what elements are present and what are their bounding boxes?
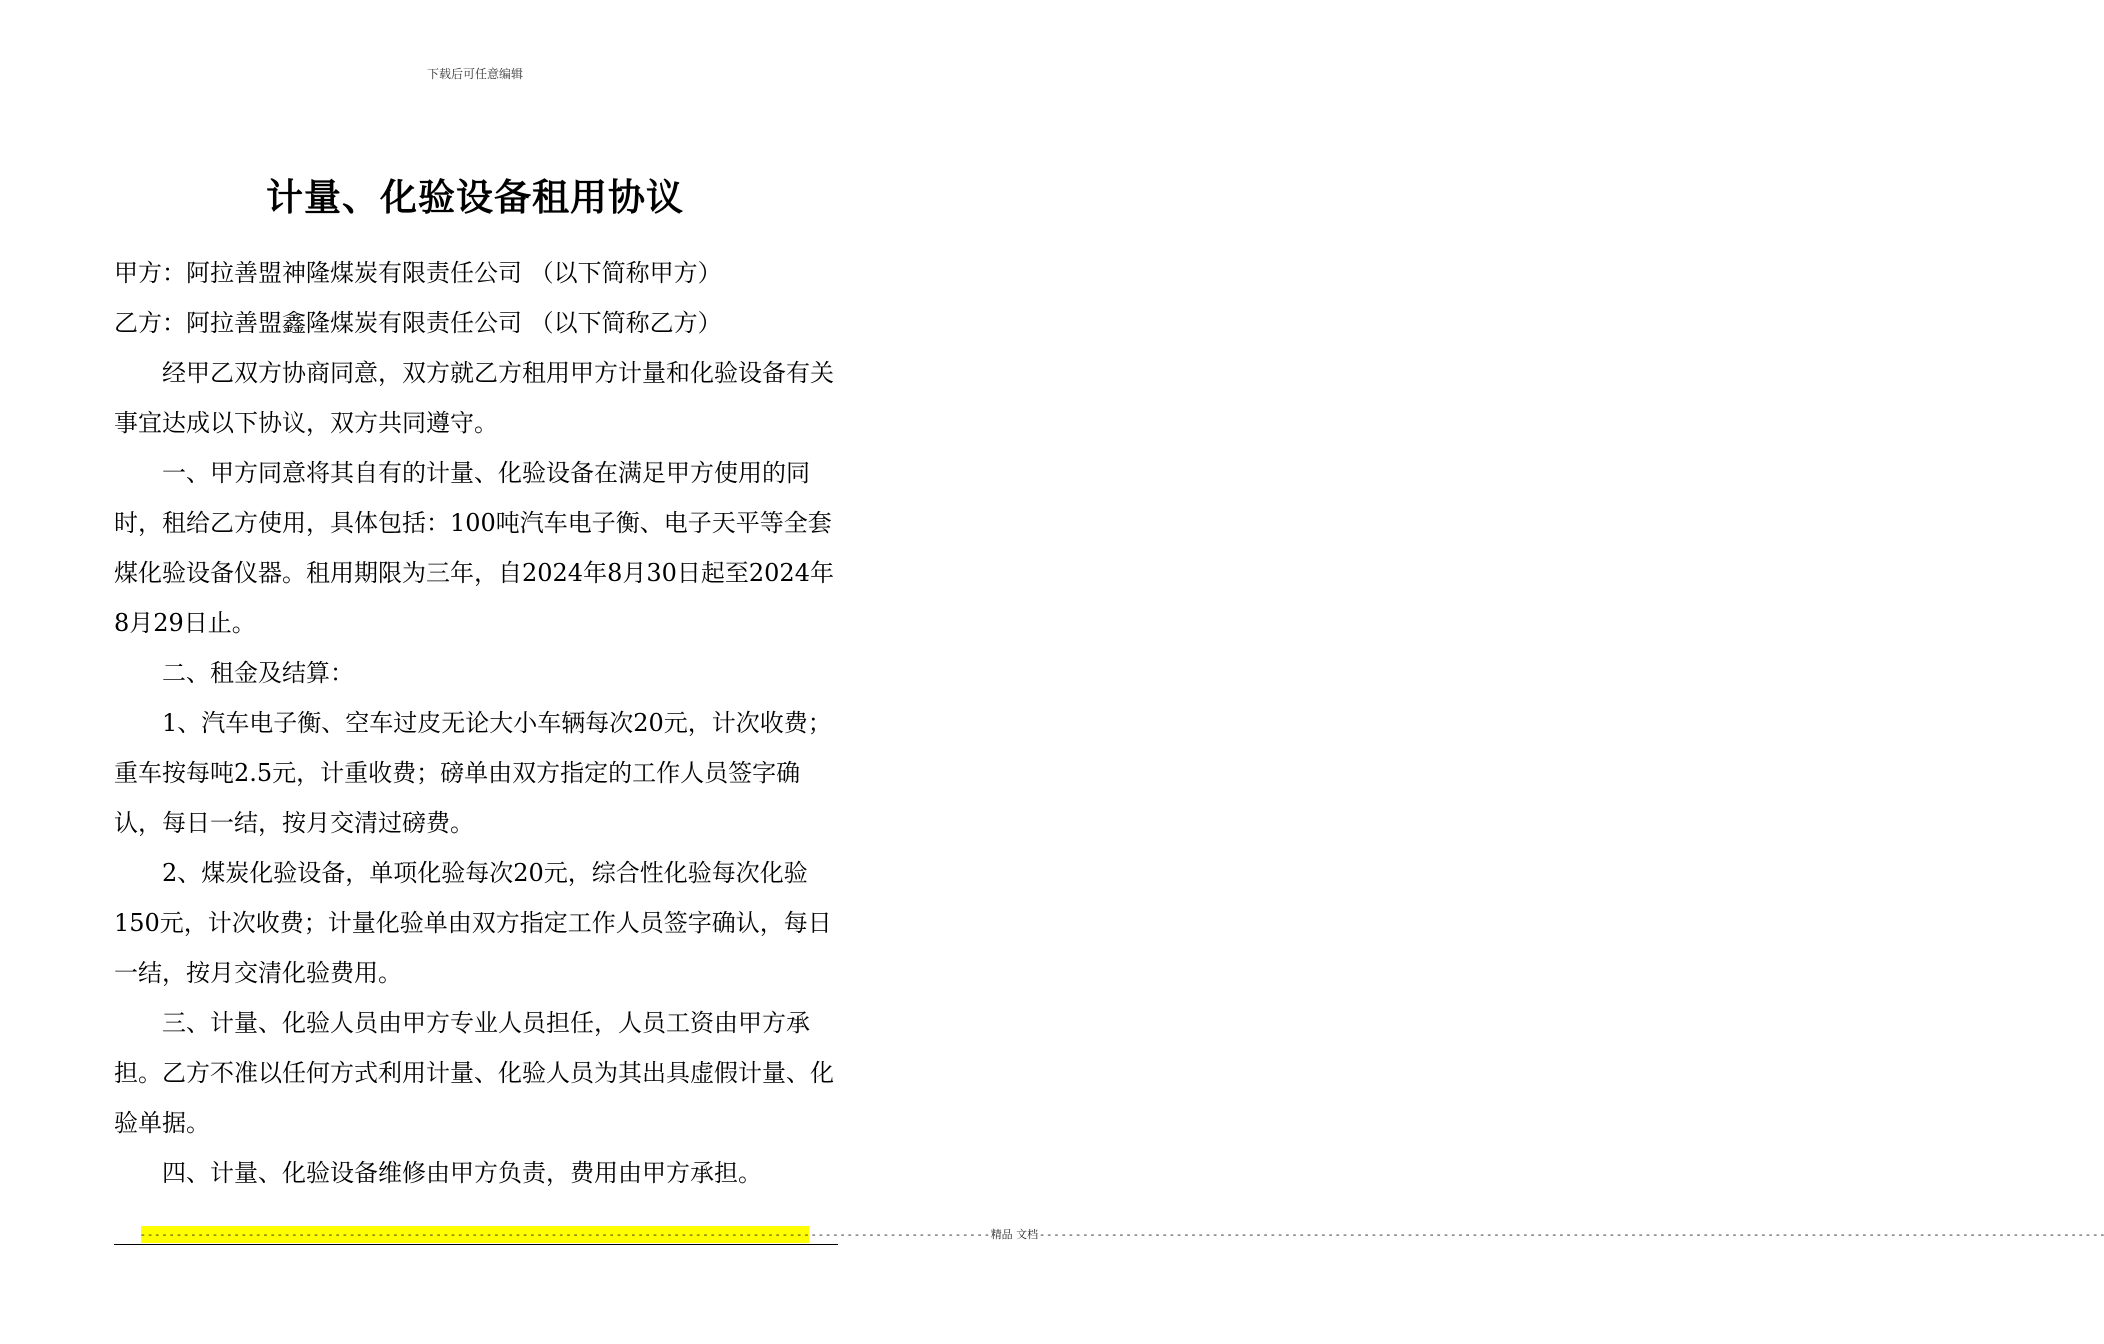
party-a-line: 甲方：阿拉善盟神隆煤炭有限责任公司 （以下简称甲方） [114,259,722,287]
footer-rule [114,1244,838,1245]
clause-3-paragraph: 三、计量、化验人员由甲方专业人员担任，人员工资由甲方承担。乙方不准以任何方式利用计量、化验人员为其出具虚假计量、化验单据。 [114,1009,834,1137]
document-title: 计量、化验设备租用协议 [266,175,684,219]
party-b-line: 乙方：阿拉善盟鑫隆煤炭有限责任公司 （以下简称乙方） [114,309,722,337]
footer-dash-left: - - - - - - - - - - - - - - - - - - - - - - - - - - - - - - - - - - - - - - - - - - - - - - - - - - - - - - - - - - - - - - - - - - - - - - - - - - - - - - - - - - - - - - - - - - - - - - - - - - - - - - - - - - - - - - - - - - - - - - [141,1228,989,1241]
clause-2-item-2: 2、煤炭化验设备，单项化验每次20元，综合性化验每次化验150元，计次收费；计量化验单由双方指定工作人员签字确认，每日一结，按月交清化验费用。 [114,859,832,987]
footer-highlight-bar [141,1226,2104,1243]
clause-2-heading: 二、租金及结算： [162,659,354,687]
footer-dash-right: - - - - - - - - - - - - - - - - - - - - - - - - - - - - - - - - - - - - - - - - - - - - - - - - - - - - - - - - - - - - - - - - - - - - - - - - - - - - - - - - - - - - - - - - - - - - - - - - - - - - - - - - - - - - - - - - - - - - - - - - - - - - - - - - - - - - - - - - - - - - - - - - - - - - [1040,1228,2104,1241]
clause-4-paragraph: 四、计量、化验设备维修由甲方负责，费用由甲方承担。 [162,1159,762,1187]
footer-label: 精品 文档 [990,1228,1039,1241]
document-body [114,248,838,1198]
preamble-paragraph: 经甲乙双方协商同意，双方就乙方租用甲方计量和化验设备有关事宜达成以下协议，双方共同遵守。 [114,359,834,437]
header-note: 下载后可任意编辑 [426,67,523,81]
clause-2-item-1: 1、汽车电子衡、空车过皮无论大小车辆每次20元，计次收费；重车按每吨2.5元，计重收费；磅单由双方指定的工作人员签字确认，每日一结，按月交清过磅费。 [114,709,832,837]
clause-1-paragraph: 一、甲方同意将其自有的计量、化验设备在满足甲方使用的同时，租给乙方使用，具体包括：100吨汽车电子衡、电子天平等全套煤化验设备仪器。租用期限为三年，自2024年8月30日起至2024年8月29日止。 [114,459,834,637]
